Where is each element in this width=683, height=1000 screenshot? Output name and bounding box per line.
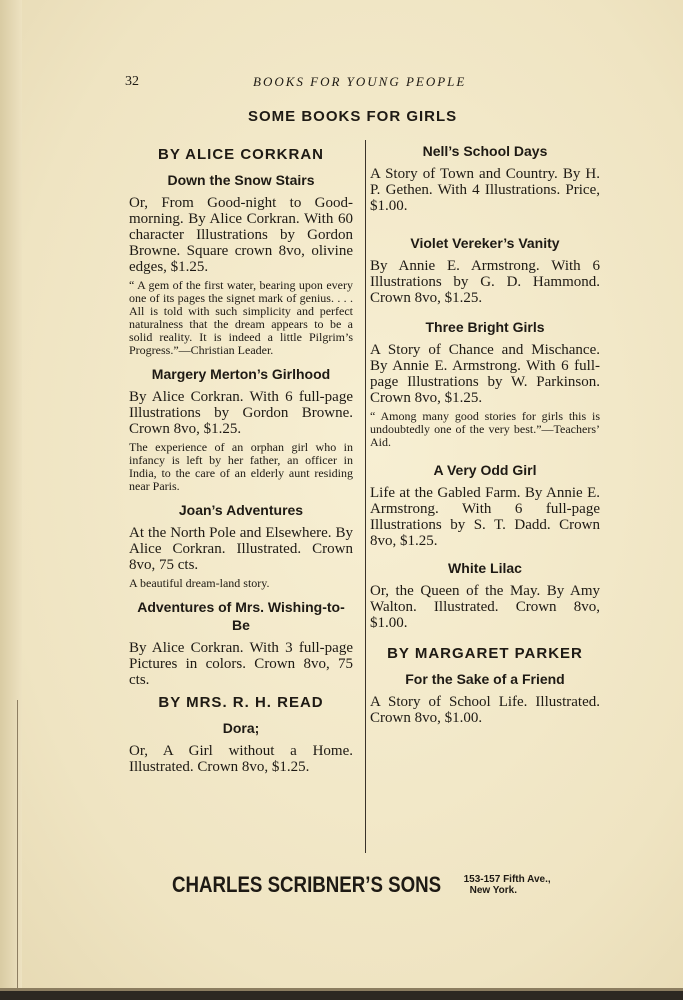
book-entry — [129, 598, 353, 688]
book-review-quote: “ Among many good stories for girls this is undoubtedly one of the very best.”—Teachers’ Aid. — [370, 409, 600, 449]
address-line: 153-157 Fifth Ave., — [463, 874, 551, 885]
book-title: Margery Merton’s Girlhood — [151, 366, 331, 382]
book-description: Or, the Queen of the May. By Amy Walton. Illustrated. Crown 8vo, $1.00. — [370, 583, 600, 631]
author-heading: BY MARGARET PARKER — [387, 645, 583, 662]
book-title: Dora; — [222, 720, 260, 736]
gutter-line — [17, 700, 18, 1000]
book-title: White Lilac — [448, 560, 522, 576]
book-summary: The experience of an orphan girl who in infancy is left by her father, an officer in India, to the care of an elderly aunt residing near Paris. — [129, 440, 353, 493]
page-gutter — [0, 0, 22, 1000]
book-summary: A beautiful dream-land story. — [129, 576, 270, 590]
book-entry — [370, 670, 600, 726]
book-entry — [129, 171, 353, 357]
book-title: Down the Snow Stairs — [167, 172, 315, 188]
page-header — [125, 74, 605, 94]
book-entry — [370, 318, 600, 449]
page-number: 32 — [125, 74, 139, 89]
book-description: Or, A Girl without a Home. Illustrated. Crown 8vo, $1.25. — [129, 743, 353, 775]
book-entry — [370, 461, 600, 549]
book-title: Violet Vereker’s Vanity — [410, 235, 560, 251]
column-divider — [365, 140, 366, 853]
author-heading: BY MRS. R. H. READ — [158, 694, 324, 711]
address-line: New York. — [469, 885, 518, 896]
book-description: A Story of Town and Country. By H. P. Gethen. With 4 Illustrations. Price, $1.00. — [370, 166, 600, 214]
left-column — [129, 140, 353, 779]
book-description: At the North Pole and Elsewhere. By Alice Corkran. Illustrated. Crown 8vo, 75 cts. — [129, 525, 353, 573]
book-entry — [129, 501, 353, 590]
book-description: By Alice Corkran. With 6 full-page Illustrations by Gordon Browne. Crown 8vo, $1.25. — [129, 389, 353, 437]
publisher-imprint — [172, 872, 592, 898]
running-title: BOOKS FOR YOUNG PEOPLE — [253, 74, 467, 89]
book-description: A Story of Chance and Mischance. By Annie E. Armstrong. With 6 full-page Illustrations by W. Parkinson. Crown 8vo, $1.25. — [370, 342, 600, 406]
book-description: Life at the Gabled Farm. By Annie E. Armstrong. With 6 full-page Illustrations by S. T. Dadd. Crown 8vo, $1.25. — [370, 485, 600, 549]
book-entry — [370, 234, 600, 306]
book-description: Or, From Good-night to Good-morning. By Alice Corkran. With 60 character Illustrations by Gordon Browne. Square crown 8vo, olivine edges, $1.25. — [129, 195, 353, 275]
right-column — [370, 140, 600, 730]
book-entry — [370, 559, 600, 631]
bottom-edge — [0, 991, 683, 1000]
book-title: A Very Odd Girl — [433, 462, 537, 478]
book-title: For the Sake of a Friend — [405, 671, 565, 687]
book-description: By Annie E. Armstrong. With 6 Illustrations by G. D. Hammond. Crown 8vo, $1.25. — [370, 258, 600, 306]
publisher-name: CHARLES SCRIBNER’S SONS — [172, 872, 442, 897]
book-entry — [129, 365, 353, 493]
book-title: Three Bright Girls — [425, 319, 545, 335]
author-heading: BY ALICE CORKRAN — [157, 146, 324, 163]
book-description: A Story of School Life. Illustrated. Crown 8vo, $1.00. — [370, 694, 600, 726]
book-entry — [370, 142, 600, 214]
book-description: By Alice Corkran. With 3 full-page Pictures in colors. Crown 8vo, 75 cts. — [129, 640, 353, 688]
book-entry — [129, 719, 353, 775]
book-title: Nell’s School Days — [422, 143, 548, 159]
publisher-address — [464, 874, 551, 896]
book-review-quote: “ A gem of the first water, bearing upon every one of its pages the signet mark of genius. . . . All is told with such simplicity and perfect naturalness that the dream appears to be a solid reality. It is indeed a little Pilgrim’s Progress.”—Christian Leader. — [129, 278, 353, 357]
book-title: Adventures of Mrs. Wishing-to-Be — [137, 599, 345, 633]
book-title: Joan’s Adventures — [178, 502, 304, 518]
section-title: SOME BOOKS FOR GIRLS — [248, 108, 458, 125]
